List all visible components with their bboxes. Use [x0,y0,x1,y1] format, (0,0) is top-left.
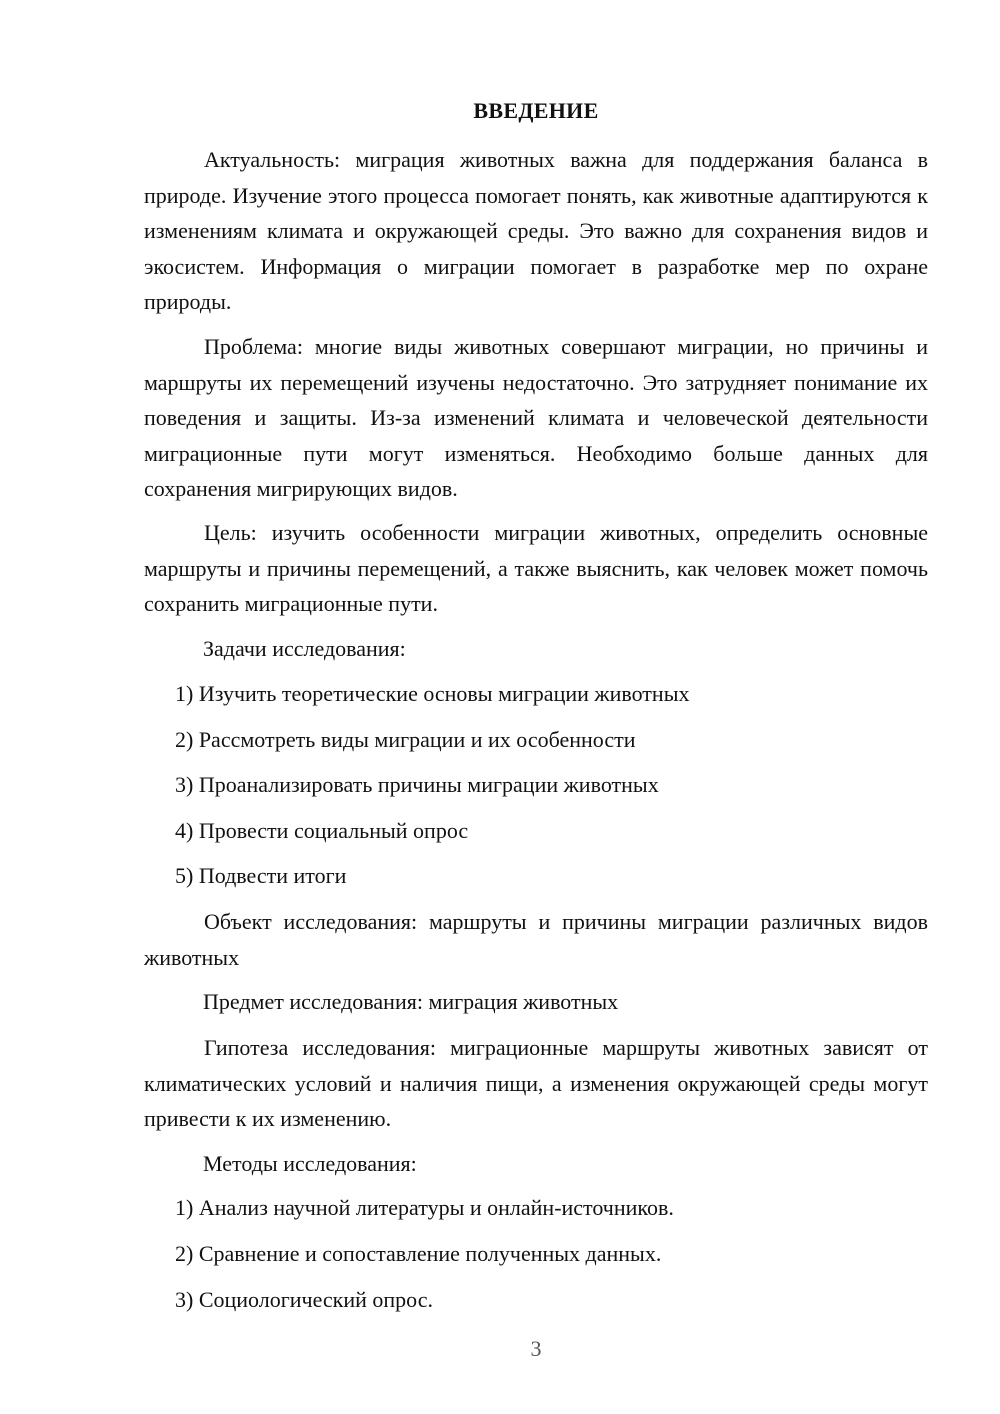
tasks-label: Задачи исследования: [203,636,406,661]
methods-label: Методы исследования: [203,1151,417,1176]
paragraph-hypothesis: Гипотеза исследования: миграционные маршруты животных зависят от климатических условий и наличия пищи, а изменения окружающей среды могут привести к их изменению. [144,1035,928,1131]
paragraph-goal: Цель: изучить особенности миграции животных, определить основные маршруты и причины перемещений, а также выяснить, как человек может помочь сохранить миграционные пути. [144,520,928,616]
page-number: 3 [530,1336,542,1361]
paragraph-object: Объект исследования: маршруты и причины миграции различных видов животных [144,909,928,970]
paragraph-problem: Проблема: многие виды животных совершают миграции, но причины и маршруты их перемещений изучены недостаточно. Это затрудняет понимание их поведения и защиты. Из-за изменений климата и человеческой деятельности миграционные пути могут изменяться. Необходимо больше данных для сохранения мигрирующих видов. [144,334,928,501]
task-item: 1) Изучить теоретические основы миграции животных [175,681,690,706]
paragraph-relevance: Актуальность: миграция животных важна для поддержания баланса в природе. Изучение этого процесса помогает понять, как животные адаптируются к изменениям климата и окружающей среды. Это важно для сохранения видов и экосистем. Информация о миграции помогает в разработке мер по охране природы. [144,147,928,314]
task-item: 4) Провести социальный опрос [175,818,469,843]
subject-line: Предмет исследования: миграция животных [203,989,619,1014]
method-item: 3) Социологический опрос. [175,1287,433,1312]
task-item: 5) Подвести итоги [175,863,347,888]
task-item: 2) Рассмотреть виды миграции и их особенности [175,727,636,752]
method-item: 2) Сравнение и сопоставление полученных данных. [175,1241,662,1266]
method-item: 1) Анализ научной литературы и онлайн-источников. [175,1195,674,1220]
page-title: ВВЕДЕНИЕ [473,98,599,123]
task-item: 3) Проанализировать причины миграции животных [175,772,659,797]
